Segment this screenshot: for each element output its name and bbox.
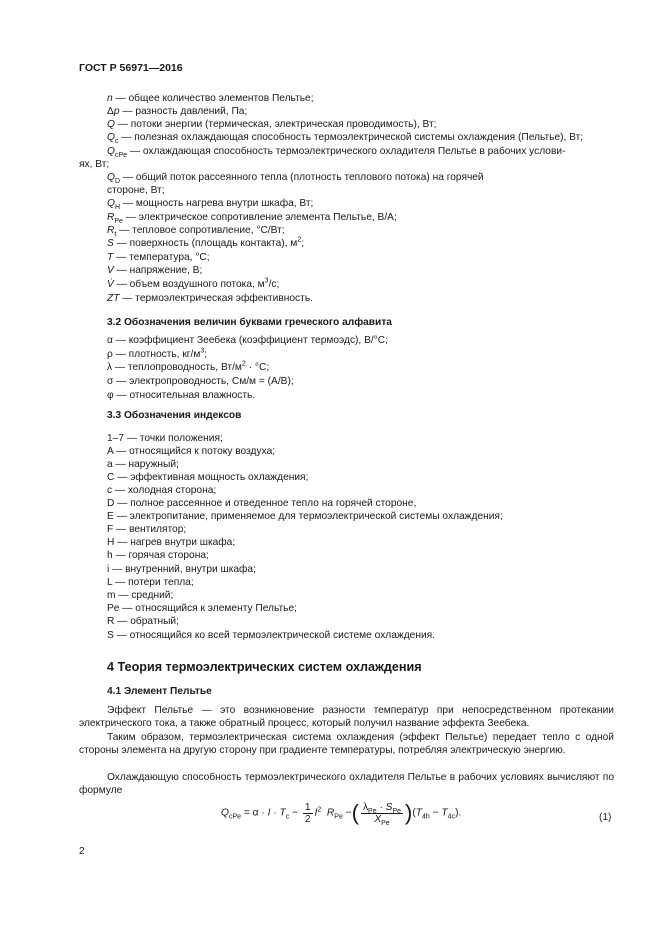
list-item: Q — потоки энергии (термическая, электрическая проводимость), Вт; — [107, 119, 437, 130]
list-item: ρ — плотность, $кг/м^3$; — [107, 347, 208, 360]
list-item: ZT — термоэлектрическая эффективность. — [107, 293, 313, 304]
list-item: F — вентилятор; — [107, 524, 187, 535]
list-item: $Q_c$ — полезная охлаждающая способность термоэлектрической системы охлаждения (Пельтье), Вт; — [107, 132, 584, 146]
list-item: D — полное рассеянное и отведенное тепло на горячей стороне, — [107, 498, 417, 509]
list-item: V̇ — объем воздушного потока, $м^3/с$; — [107, 277, 280, 290]
list-item: i — внутренний, внутри шкафа; — [107, 564, 256, 575]
paragraph: Таким образом, термоэлектрическая система охлаждения (эффект Пельтье) передает тепло с одной стороны элемента на другую сторону при градиенте температуры, потребляя электрическую энергию. — [79, 732, 614, 757]
list-item: n — общее количество элементов Пельтье; — [107, 93, 314, 104]
section-heading-3-2: 3.2 Обозначения величин буквами греческого алфавита — [107, 317, 392, 328]
list-item: λ — теплопроводность, $Вт/м^2 \cdot ^\circ С$; — [107, 360, 270, 373]
list-item-continuation: ях, Вт; — [79, 159, 110, 170]
list-item: $Q_H$ — мощность нагрева внутри шкафа, Вт; — [107, 198, 314, 212]
section-heading-3-3: 3.3 Обозначения индексов — [107, 410, 242, 421]
list-item: $R_t$ — тепловое сопротивление, °С/Вт; — [107, 225, 285, 239]
list-item: φ — относительная влажность. — [107, 390, 256, 401]
list-item: H — нагрев внутри шкафа; — [107, 537, 236, 548]
list-item: h — горячая сторона; — [107, 550, 209, 561]
list-item: Δp — разность давлений, Па; — [107, 106, 248, 117]
document-header: ГОСТ Р 56971—2016 — [79, 62, 183, 74]
section-heading-4-1: 4.1 Элемент Пельтье — [107, 686, 212, 697]
paragraph: Эффект Пельтье — это возникновение разности температур при непосредственном протекании электрического тока, а также обратный процесс, который получил название эффекта Зеебека. — [79, 705, 614, 730]
list-item: c — холодная сторона; — [107, 485, 217, 496]
list-item: $Q_{cPe}$ — охлаждающая способность термоэлектрического охладителя Пельтье в рабочих услови- — [107, 146, 566, 160]
list-item: 1–7 — точки положения; — [107, 433, 223, 444]
paragraph: Охлаждающую способность термоэлектрического охладителя Пельтье в рабочих условиях вычисляют по формуле — [79, 772, 614, 797]
list-item: Pe — относящийся к элементу Пельтье; — [107, 603, 297, 614]
page-number: 2 — [79, 846, 85, 857]
list-item: $R_{Pe}$ — электрическое сопротивление элемента Пельтье, В/А; — [107, 212, 397, 226]
list-item: E — электропитание, применяемое для термоэлектрической системы охлаждения; — [107, 511, 503, 522]
list-item: α — коэффициент Зеебека (коэффициент термоэдс), В/°С; — [107, 335, 388, 346]
list-item: C — эффективная мощность охлаждения; — [107, 472, 309, 483]
list-item: $Q_D$ — общий поток рассеянного тепла (плотность теплового потока) на горячей — [107, 172, 484, 186]
list-item: A — относящийся к потоку воздуха; — [107, 446, 276, 457]
list-item: m — средний; — [107, 590, 174, 601]
list-item: R — обратный; — [107, 616, 179, 627]
list-item: S — поверхность (площадь контакта), $м^2$; — [107, 236, 305, 249]
list-item: σ — электропроводность, См/м = (А/В); — [107, 376, 294, 387]
list-item: S — относящийся ко всей термоэлектрической системе охлаждения. — [107, 630, 435, 641]
list-item: L — потери тепла; — [107, 577, 194, 588]
list-item: a — наружный; — [107, 459, 179, 470]
formula: $Q_{cPe} = \alpha \cdot I \cdot T_c$ − $\frac{1}{2}$ $I^2$ $R_{Pe}$ −( $\frac{\lambda_{Pe} \cdot S_{Pe}}{X_{Pe}}$ )$(T_{4h} - T_{4c})$. — [221, 800, 462, 827]
list-item: T — температура, °С; — [107, 252, 210, 263]
chapter-heading-4: 4 Теория термоэлектрических систем охлаждения — [107, 660, 422, 674]
list-item-continuation: стороне, Вт; — [107, 185, 165, 196]
formula-number: (1) — [599, 812, 612, 823]
list-item: V — напряжение, В; — [107, 265, 203, 276]
